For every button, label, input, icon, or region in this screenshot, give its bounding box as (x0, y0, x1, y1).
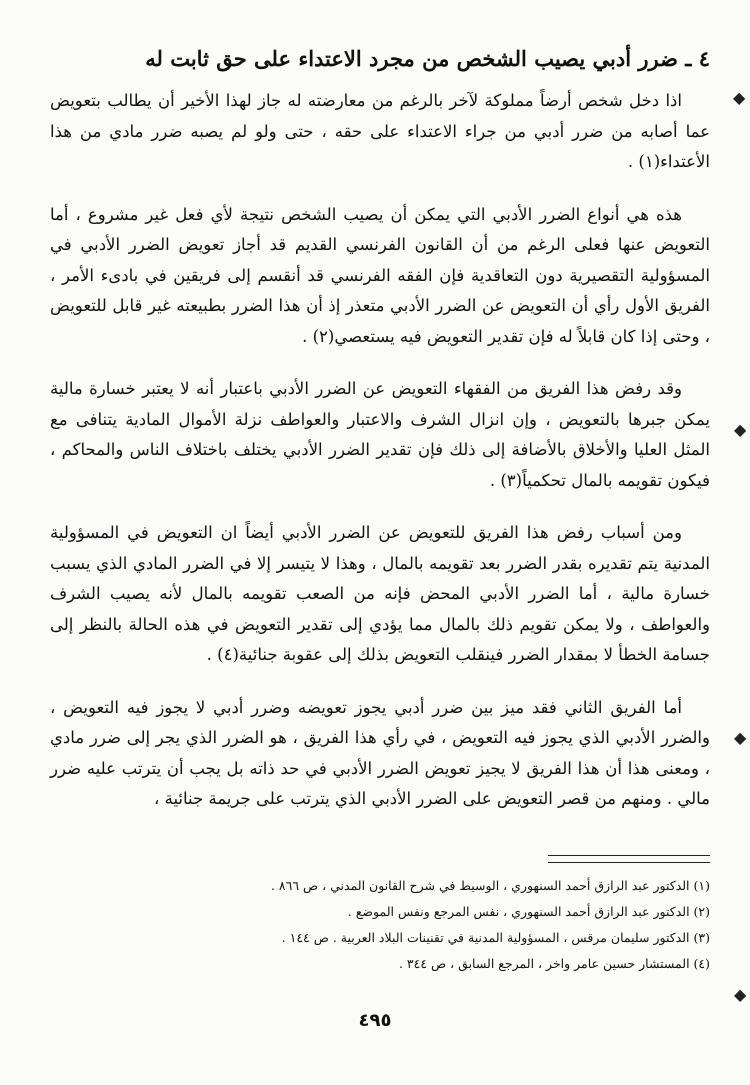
page-body (50, 42, 710, 837)
paragraph-5: أما الفريق الثاني فقد ميز بين ضرر أدبي يجوز تعويضه وضرر أدبي لا يجوز فيه التعويض ، والضرر الأدبي الذي يجوز فيه التعويض ، في رأي هذا الفريق ، هو الضرر الذي يجر إلى ضرر مادي ، ومعنى هذا أن هذا الفريق لا يجيز تعويض الضرر الأدبي في حد ذاته بل يجب أن يترتب عليه ضرر مالي . ومنهم من قصر التعويض على الضرر الأدبي الذي يترتب على جريمة جنائية ، (50, 697, 710, 808)
page-number: ٤٩٥ (358, 1010, 392, 1031)
scan-mark-icon: ◆ (734, 728, 747, 747)
footnote-separator-bottom (548, 862, 710, 863)
footnote-3: (٣) الدكتور سليمان مرقس ، المسؤولية المدنية في تقنينات البلاد العربية . ص ١٤٤ . (281, 930, 710, 945)
scan-mark-icon: ◆ (734, 420, 747, 439)
scan-mark-icon: ◆ (733, 88, 746, 107)
paragraph-2: هذه هي أنواع الضرر الأدبي التي يمكن أن يصيب الشخص نتيجة لأي فعل غير مشروع ، أما التعويض عنها فعلى الرغم من أن القانون الفرنسي القديم قد أجاز تعويض الضرر الأدبي في المسؤولية التقصيرية دون التعاقدية فإن الفقه الفرنسي قد أنقسم إلى فريقين في بادىء الأمر ، الفريق الأول رأي أن التعويض عن الضرر الأدبي متعذر إذ أن هذا الضرر بطبيعته غير قابل للتعويض ، وحتى إذا كان قابلاً له فإن تقدير التعويض فيه يستعصي(٢) . (50, 204, 710, 346)
footnotes (50, 873, 710, 977)
section-heading: ٤ ـ ضرر أدبي يصيب الشخص من مجرد الاعتداء على حق ثابت له (145, 46, 710, 71)
footnote-separator-top (548, 855, 710, 856)
paragraph-4: ومن أسباب رفض هذا الفريق للتعويض عن الضرر الأدبي أيضاً ان التعويض في المسؤولية المدنية يتم تقديره بقدر الضرر بعد تقويمه بالمال ، وهذا لا يتيسر إلا في الضرر المادي الذي يسبب خسارة مالية ، أما الضرر الأدبي المحض فإنه من الصعب تقويمه بالمال لأنه يصيب الشرف والعواطف ، ولا يمكن تقويم ذلك بالمال مما يؤدي إلى تقدير التعويض في هذه الحالة بالنظر إلى جسامة الخطأ لا بمقدار الضرر فينقلب التعويض بذلك إلى عقوبة جنائية(٤) . (50, 523, 710, 664)
footnote-4: (٤) المستشار حسين عامر واخر ، المرجع السابق ، ص ٣٤٤ . (398, 956, 710, 971)
footnote-2: (٢) الدكتور عبد الرازق أحمد السنهوري ، نفس المرجع ونفس الموضع . (347, 904, 710, 919)
scan-mark-icon: ◆ (734, 985, 747, 1004)
paragraph-3: وقد رفض هذا الفريق من الفقهاء التعويض عن الضرر الأدبي باعتبار أنه لا يعتبر خسارة مالية يمكن جبرها بالتعويض ، وإن انزال الشرف والاعتبار والعواطف نزلة الأموال المادية يتنافى مع المثل العليا والأخلاق بالأضافة إلى ذلك فإن تقدير الضرر الأدبي يختلف باختلاف الناس والمحاكم ، فيكون تقويمه بالمال تحكمياً(٣) . (50, 379, 710, 490)
footnote-1: (١) الدكتور عبد الرازق أحمد السنهوري ، الوسيط في شرح القانون المدني ، ص ٨٦٦ . (270, 878, 710, 893)
paragraph-1: اذا دخل شخص أرضاً مملوكة لآخر بالرغم من معارضته له جاز لهذا الأخير أن يطالب بتعويض عما أصابه من ضرر أدبي من جراء الاعتداء على حقه ، حتى ولو لم يصبه ضرر مادي من هذا الأعتداء(١) . (50, 91, 710, 171)
